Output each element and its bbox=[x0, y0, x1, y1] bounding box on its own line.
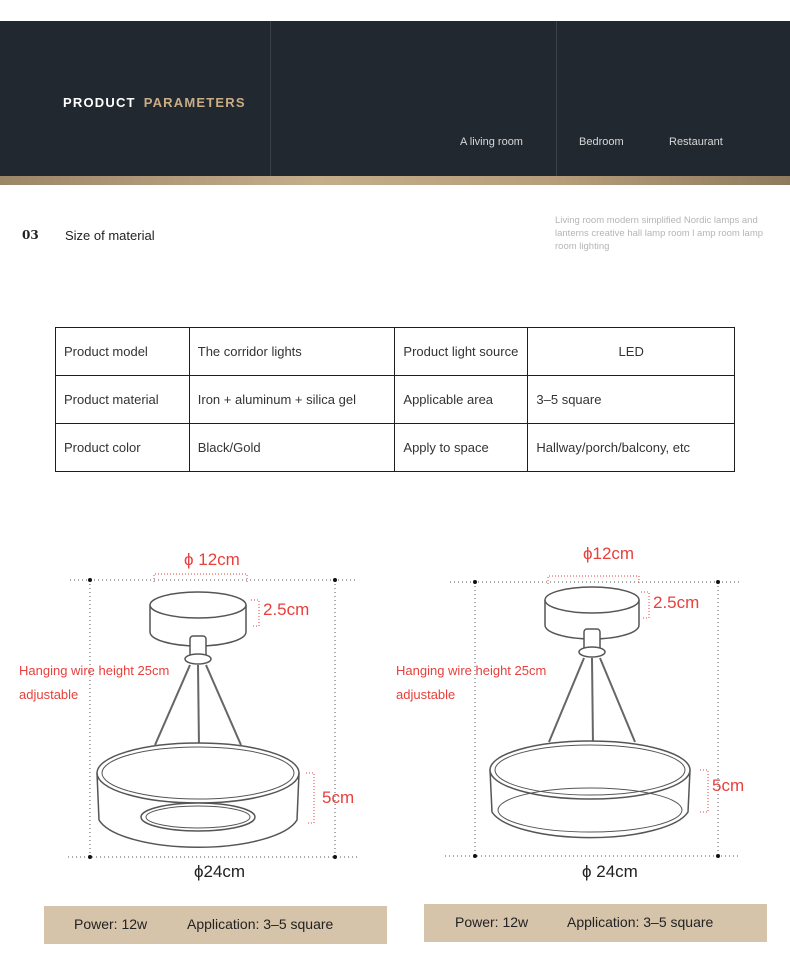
wire-height-label: Hanging wire height 25cm bbox=[396, 663, 547, 678]
lamp-drawing-2 bbox=[395, 530, 790, 890]
table-cell-value: LED bbox=[528, 328, 735, 376]
table-cell-label: Product model bbox=[56, 328, 190, 376]
table-cell-value: Black/Gold bbox=[189, 424, 395, 472]
table-row bbox=[56, 376, 735, 424]
application-label: Application: 3–5 square bbox=[567, 914, 714, 930]
table-row bbox=[56, 328, 735, 376]
table-cell-value: Iron + aluminum + silica gel bbox=[189, 376, 395, 424]
table-cell-value: The corridor lights bbox=[189, 328, 395, 376]
lamp-diagram-2 bbox=[395, 530, 790, 890]
canopy-height-label: 2.5cm bbox=[653, 593, 700, 612]
body-height-label: 5cm bbox=[322, 788, 355, 807]
canopy-height-label: 2.5cm bbox=[263, 600, 310, 619]
spec-bar-2 bbox=[424, 904, 767, 942]
section-title: Size of material bbox=[65, 228, 155, 243]
wire-adjustable-label: adjustable bbox=[19, 687, 79, 702]
banner-title bbox=[63, 95, 246, 110]
bottom-diameter-label: ϕ24cm bbox=[194, 862, 246, 881]
lamp-diagram-1 bbox=[0, 530, 395, 890]
header-banner bbox=[0, 21, 790, 176]
body-height-label: 5cm bbox=[712, 776, 745, 795]
table-cell-value: Hallway/porch/balcony, etc bbox=[528, 424, 735, 472]
banner-title-gold: PARAMETERS bbox=[143, 95, 246, 110]
room-label-living: A living room bbox=[460, 136, 523, 148]
section-number: 03 bbox=[22, 228, 39, 242]
room-label-restaurant: Restaurant bbox=[669, 136, 723, 148]
table-cell-label: Applicable area bbox=[395, 376, 528, 424]
spec-bar-1 bbox=[44, 906, 387, 944]
power-label: Power: 12w bbox=[455, 914, 529, 930]
application-label: Application: 3–5 square bbox=[187, 916, 334, 932]
banner-divider bbox=[270, 21, 271, 176]
table-cell-label: Apply to space bbox=[395, 424, 528, 472]
wire-adjustable-label: adjustable bbox=[396, 687, 456, 702]
lamp-drawing-1 bbox=[0, 530, 395, 890]
top-diameter-label: ϕ12cm bbox=[583, 544, 635, 563]
table-cell-label: Product color bbox=[56, 424, 190, 472]
section-note: Living room modern simplified Nordic lamps and lanterns creative hall lamp room l amp room lamp room lighting bbox=[555, 215, 764, 252]
room-label-bedroom: Bedroom bbox=[579, 136, 624, 148]
parameter-table bbox=[55, 327, 735, 472]
table-cell-value: 3–5 square bbox=[528, 376, 735, 424]
bottom-diameter-label: ϕ 24cm bbox=[582, 862, 638, 881]
banner-divider bbox=[556, 21, 557, 176]
table-cell-label: Product material bbox=[56, 376, 190, 424]
top-diameter-label: ϕ 12cm bbox=[184, 550, 240, 569]
banner-floor-strip bbox=[0, 176, 790, 185]
power-label: Power: 12w bbox=[74, 916, 148, 932]
table-row bbox=[56, 424, 735, 472]
wire-height-label: Hanging wire height 25cm bbox=[19, 663, 170, 678]
table-cell-label: Product light source bbox=[395, 328, 528, 376]
banner-title-white: PRODUCT bbox=[63, 95, 136, 110]
